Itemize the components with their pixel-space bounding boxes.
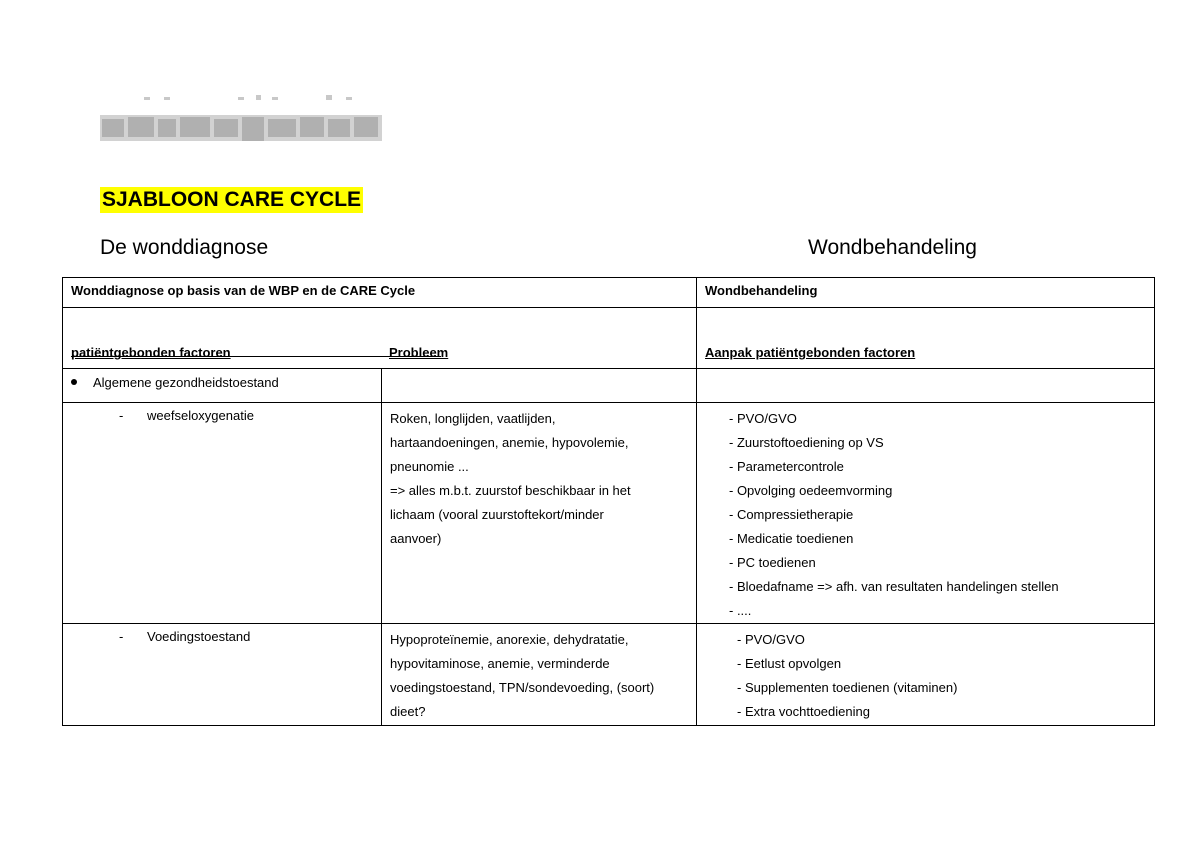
problem-cell: [382, 624, 697, 726]
document-title: SJABLOON CARE CYCLE: [102, 188, 362, 211]
problem-cell: [382, 403, 697, 624]
problem-line: Roken, longlijden, vaatlijden,: [390, 411, 556, 426]
problem-line: => alles m.b.t. zuurstof beschikbaar in het: [390, 483, 631, 498]
table-row: [63, 369, 1155, 403]
care-cycle-table: [62, 277, 1155, 726]
header-diagnosis-cell: Wonddiagnose op basis van de WBP en de CARE Cycle: [63, 278, 697, 308]
problem-line: pneunomie ...: [390, 459, 469, 474]
problem-line: aanvoer): [390, 531, 442, 546]
approach-line: - PC toedienen: [729, 555, 816, 570]
approach-line: - Eetlust opvolgen: [737, 656, 842, 671]
problem-line: hypovitaminose, anemie, verminderde: [390, 656, 610, 671]
approach-line: - Parametercontrole: [729, 459, 844, 474]
empty-cell: [697, 369, 1155, 403]
problem-line: hartaandoeningen, anemie, hypovolemie,: [390, 435, 629, 450]
approach-line: - Medicatie toedienen: [729, 531, 854, 546]
approach-line: - Extra vochttoediening: [737, 704, 870, 719]
problem-line: dieet?: [390, 704, 426, 719]
problem-line: voedingstoestand, TPN/sondevoeding, (soort): [390, 680, 655, 695]
heading-wound-treatment: Wondbehandeling: [808, 236, 977, 259]
approach-cell: [697, 624, 1155, 726]
subheader-patient-factors: patiëntgebonden factoren: [71, 345, 231, 360]
table-header-row: [63, 278, 1155, 308]
table-row: [63, 403, 1155, 624]
approach-line: - Zuurstoftoediening op VS: [729, 435, 884, 450]
logo-image: [100, 95, 382, 145]
problem-line: lichaam (vooral zuurstoftekort/minder: [390, 507, 604, 522]
subheader-problem: Probleem: [389, 345, 449, 360]
approach-line: - Compressietherapie: [729, 507, 854, 522]
factor-label: weefseloxygenatie: [147, 408, 254, 423]
subheader-diagnosis-cell: [63, 308, 697, 369]
table-subheader-row: [63, 308, 1155, 369]
general-health-label: Algemene gezondheidstoestand: [93, 375, 279, 390]
approach-line: - Bloedafname => afh. van resultaten handelingen stellen: [729, 579, 1059, 594]
dash-marker: -: [119, 408, 124, 423]
approach-line: - PVO/GVO: [737, 632, 805, 647]
heading-wound-diagnosis: De wonddiagnose: [100, 236, 269, 259]
approach-cell: [697, 403, 1155, 624]
factor-label: Voedingstoestand: [147, 629, 251, 644]
bullet-icon: [71, 379, 77, 385]
subheader-approach: Aanpak patiëntgebonden factoren: [705, 345, 916, 360]
subheader-approach-cell: [697, 308, 1155, 369]
empty-cell: [382, 369, 697, 403]
factor-cell: [63, 403, 382, 624]
problem-line: Hypoproteïnemie, anorexie, dehydratatie,: [390, 632, 629, 647]
factor-cell: [63, 624, 382, 726]
approach-line: - Supplementen toedienen (vitaminen): [737, 680, 958, 695]
dash-marker: -: [119, 629, 124, 644]
table-row: [63, 624, 1155, 726]
header-treatment-cell: Wondbehandeling: [697, 278, 1155, 308]
approach-line: - PVO/GVO: [729, 411, 797, 426]
general-health-cell: [63, 369, 382, 403]
approach-line: - ....: [729, 603, 752, 618]
approach-line: - Opvolging oedeemvorming: [729, 483, 893, 498]
